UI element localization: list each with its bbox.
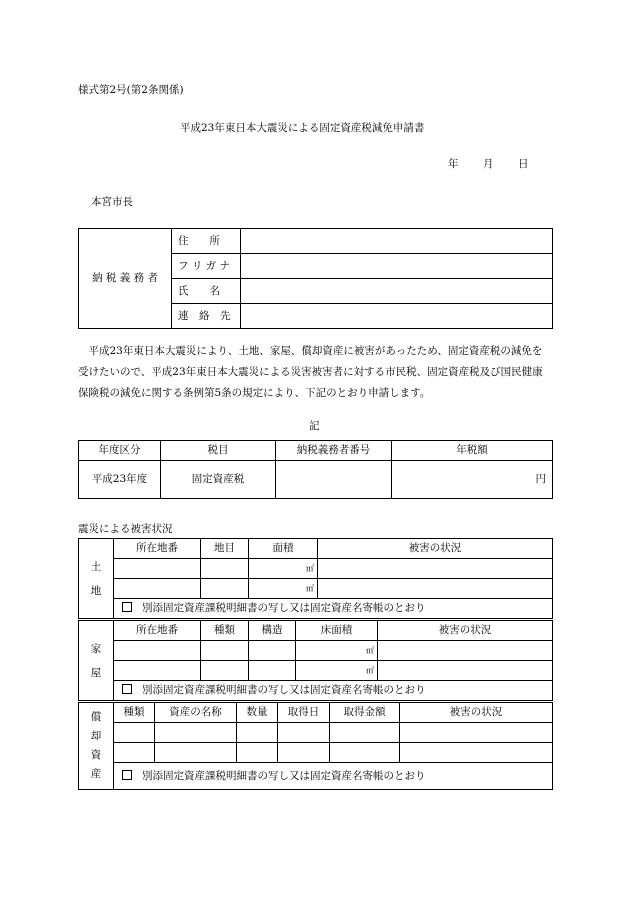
taxpayer-table <box>78 228 553 329</box>
asset-acquired-amount-field[interactable] <box>330 723 400 743</box>
table-row <box>79 641 553 661</box>
land-lot-field[interactable] <box>114 579 201 599</box>
house-header-type: 種類 <box>201 621 249 641</box>
asset-acquired-date-field[interactable] <box>278 723 330 743</box>
house-side-label: 家 屋 <box>79 621 114 701</box>
house-attachment-checkbox-row[interactable] <box>114 681 553 701</box>
taxpayer-side-label: 納 税 義 務 者 <box>79 229 172 329</box>
tax-item-value: 固定資産税 <box>161 461 276 499</box>
land-attachment-note: 別添固定資産課税明細書の写し又は固定資産名寄帳のとおり <box>142 602 426 614</box>
furigana-field[interactable] <box>241 254 553 279</box>
land-header-lot: 所在地番 <box>114 539 201 559</box>
land-header-category: 地目 <box>201 539 249 559</box>
damage-section-title: 震災による被害状況 <box>78 523 173 535</box>
house-structure-field[interactable] <box>249 641 296 661</box>
contact-label: 連 絡 先 <box>172 304 241 329</box>
land-attachment-checkbox-row[interactable] <box>114 599 553 619</box>
land-side-label: 土 地 <box>79 539 114 619</box>
page-title: 平成23年東日本大震災による固定資産税減免申請書 <box>180 122 425 134</box>
asset-type-field[interactable] <box>114 723 155 743</box>
name-label: 氏 名 <box>172 279 241 304</box>
land-header-damage: 被害の状況 <box>318 539 553 559</box>
checkbox-icon[interactable] <box>122 684 132 694</box>
house-lot-field[interactable] <box>114 661 201 681</box>
annual-tax-field[interactable]: 円 <box>392 461 553 499</box>
header-taxpayer-number: 納税義務者番号 <box>276 441 392 461</box>
land-damage-field[interactable] <box>318 579 553 599</box>
tax-table <box>78 440 553 499</box>
asset-header-quantity: 数量 <box>237 703 278 723</box>
address-label: 住 所 <box>172 229 241 254</box>
table-row <box>79 723 553 743</box>
fiscal-year-value: 平成23年度 <box>79 461 161 499</box>
checkbox-icon[interactable] <box>122 602 132 612</box>
date-month: 月 <box>483 158 494 170</box>
house-damage-field[interactable] <box>378 661 553 681</box>
asset-attachment-checkbox-row[interactable] <box>114 763 553 790</box>
house-damage-field[interactable] <box>378 641 553 661</box>
asset-header-acquired-date: 取得日 <box>278 703 330 723</box>
land-category-field[interactable] <box>201 559 249 579</box>
asset-attachment-note: 別添固定資産課税明細書の写し又は固定資産名寄帳のとおり <box>142 770 426 782</box>
house-structure-field[interactable] <box>249 661 296 681</box>
house-lot-field[interactable] <box>114 641 201 661</box>
asset-damage-field[interactable] <box>400 723 553 743</box>
application-text: 平成23年東日本大震災により、土地、家屋、償却資産に被害があったため、固定資産税の減免を受けたいので、平成23年東日本大震災による災害被害者に対する市民税、固定資産税及び国民健康保険税の減免に関する条例第5条の規定により、下記のとおり申請します。 <box>78 345 543 399</box>
land-area-field[interactable]: ㎡ <box>249 559 318 579</box>
asset-header-name: 資産の名称 <box>155 703 237 723</box>
land-category-field[interactable] <box>201 579 249 599</box>
house-floor-area-field[interactable]: ㎡ <box>296 661 378 681</box>
land-table <box>78 538 553 619</box>
asset-name-field[interactable] <box>155 723 237 743</box>
form-label: 様式第2号(第2条関係) <box>78 84 184 96</box>
address-field[interactable] <box>241 229 553 254</box>
house-floor-area-field[interactable]: ㎡ <box>296 641 378 661</box>
asset-header-type: 種類 <box>114 703 155 723</box>
house-header-floor-area: 床面積 <box>296 621 378 641</box>
table-row <box>79 559 553 579</box>
depreciable-assets-table <box>78 702 553 790</box>
house-header-damage: 被害の状況 <box>378 621 553 641</box>
date-year: 年 <box>448 158 459 170</box>
land-header-area: 面積 <box>249 539 318 559</box>
header-fiscal-year: 年度区分 <box>79 441 161 461</box>
header-tax-item: 税目 <box>161 441 276 461</box>
house-attachment-note: 別添固定資産課税明細書の写し又は固定資産名寄帳のとおり <box>142 684 426 696</box>
house-table <box>78 620 553 701</box>
asset-damage-field[interactable] <box>400 743 553 763</box>
house-type-field[interactable] <box>201 641 249 661</box>
land-damage-field[interactable] <box>318 559 553 579</box>
name-field[interactable] <box>241 279 553 304</box>
asset-header-acquired-amount: 取得金額 <box>330 703 400 723</box>
asset-name-field[interactable] <box>155 743 237 763</box>
checkbox-icon[interactable] <box>122 770 132 780</box>
asset-quantity-field[interactable] <box>237 723 278 743</box>
asset-header-damage: 被害の状況 <box>400 703 553 723</box>
ki-label: 記 <box>309 420 320 432</box>
date-day: 日 <box>518 158 529 170</box>
header-annual-tax: 年税額 <box>392 441 553 461</box>
asset-acquired-date-field[interactable] <box>278 743 330 763</box>
contact-field[interactable] <box>241 304 553 329</box>
land-lot-field[interactable] <box>114 559 201 579</box>
table-row <box>79 661 553 681</box>
asset-acquired-amount-field[interactable] <box>330 743 400 763</box>
asset-type-field[interactable] <box>114 743 155 763</box>
land-area-field[interactable]: ㎡ <box>249 579 318 599</box>
depreciable-side-label: 償 却 資 産 <box>79 703 114 790</box>
furigana-label: フ リ ガ ナ <box>172 254 241 279</box>
table-row <box>79 743 553 763</box>
house-header-lot: 所在地番 <box>114 621 201 641</box>
taxpayer-number-field[interactable] <box>276 461 392 499</box>
addressee: 本宮市長 <box>91 196 133 208</box>
house-type-field[interactable] <box>201 661 249 681</box>
asset-quantity-field[interactable] <box>237 743 278 763</box>
house-header-structure: 構造 <box>249 621 296 641</box>
table-row <box>79 579 553 599</box>
